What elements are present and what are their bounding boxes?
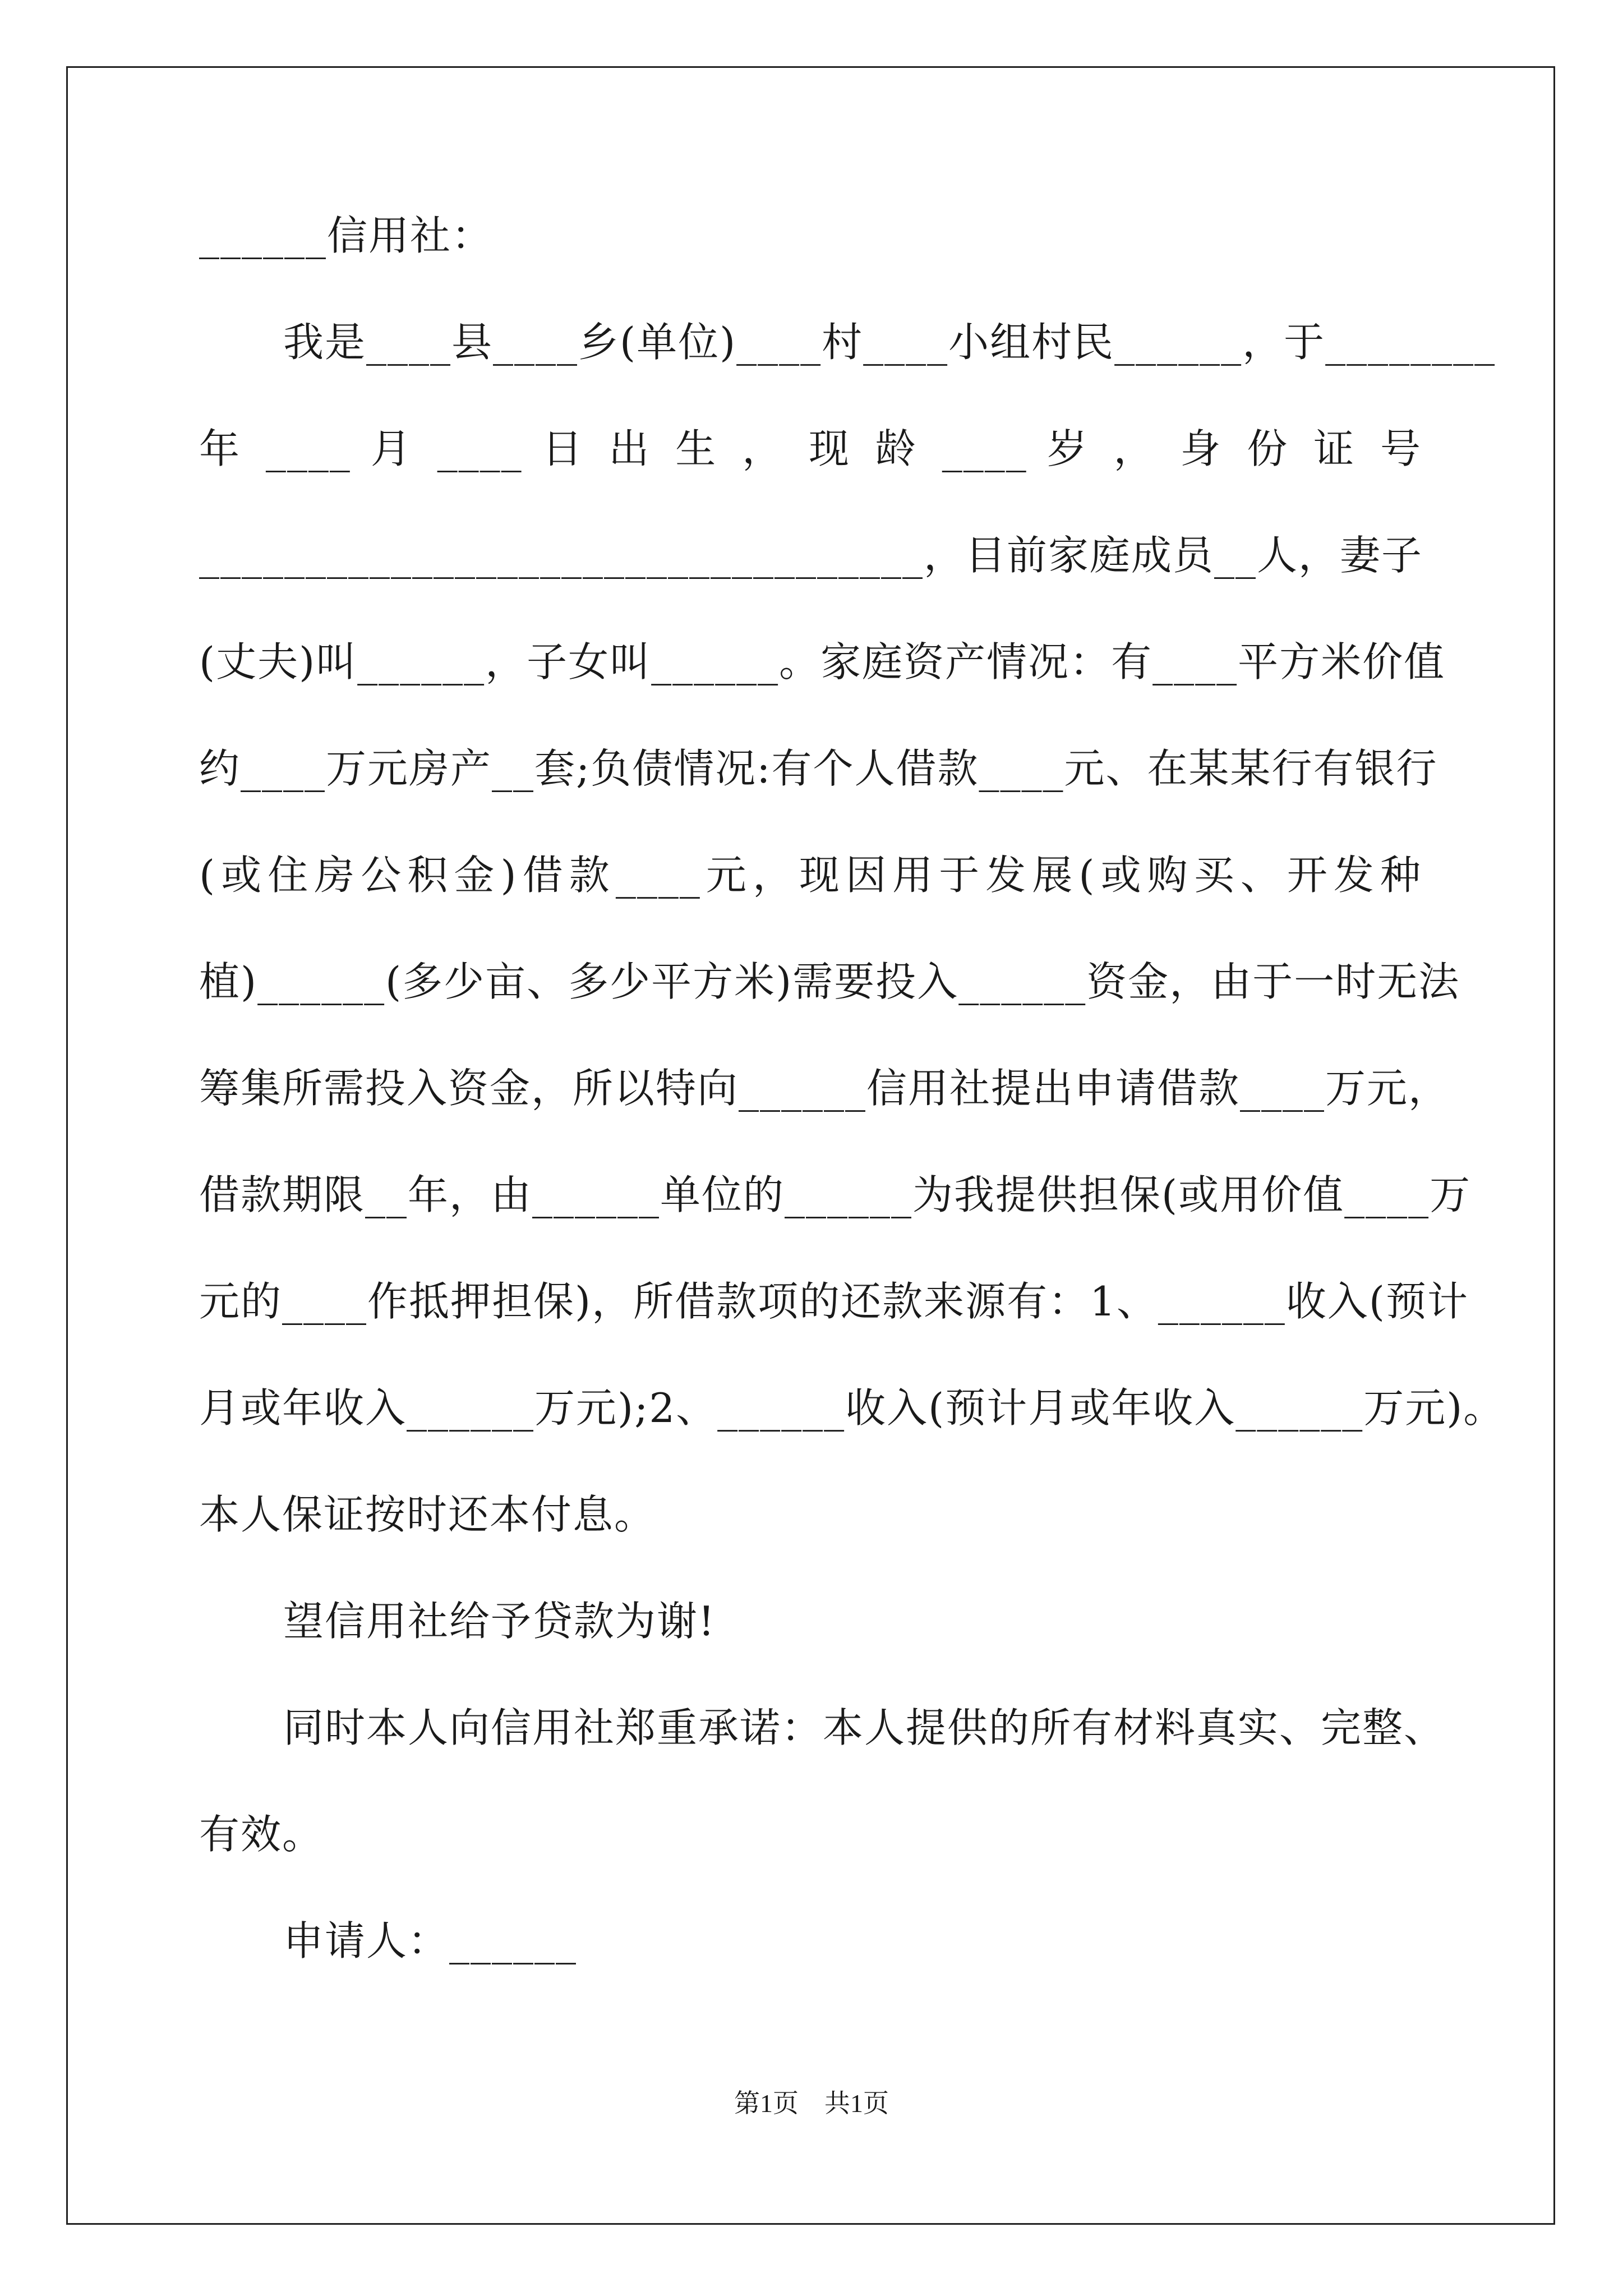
body-line-12: 本人保证按时还本付息。 <box>199 1491 656 1538</box>
body-line-6: (或住房公积金)借款____元，现因用于发展(或购买、开发种 <box>199 852 1422 899</box>
body-line-8: 筹集所需投入资金，所以特向______信用社提出申请借款____万元， <box>199 1065 1450 1112</box>
body-line-3: __________________________________，目前家庭成员__人，妻子 <box>199 532 1423 579</box>
salutation-line: ______信用社： <box>199 212 494 259</box>
body-line-5: 约____万元房产__套;负债情况:有个人借款____元、在某某行有银行 <box>199 745 1438 792</box>
page-frame <box>66 66 1555 2225</box>
body-line-9: 借款期限__年，由______单位的______为我提供担保(或用价值____万 <box>199 1171 1472 1218</box>
commitment-line-1: 同时本人向信用社郑重承诺：本人提供的所有材料真实、完整、 <box>283 1704 1446 1751</box>
body-line-1: 我是____县____乡(单位)____村____小组村民______，于________ <box>283 319 1496 366</box>
body-line-4: (丈夫)叫______，子女叫______。家庭资产情况：有____平方米价值 <box>199 638 1446 685</box>
applicant-signature-line: 申请人：______ <box>283 1917 578 1964</box>
body-line-11: 月或年收入______万元);2、______收入(预计月或年收入______万元)。 <box>199 1384 1505 1432</box>
body-line-7: 植)______(多少亩、多少平方米)需要投入______资金，由于一时无法 <box>199 958 1460 1005</box>
body-line-2: 年 ____ 月 ____ 日 出 生 ， 现 龄 ____ 岁 ， 身 份 证 号 <box>199 425 1422 472</box>
page-footer: 第1页 共1页 <box>734 2089 889 2118</box>
commitment-line-2: 有效。 <box>199 1811 324 1858</box>
closing-line: 望信用社给予贷款为谢! <box>283 1598 716 1645</box>
body-line-10: 元的____作抵押担保)，所借款项的还款来源有：1、______收入(预计 <box>199 1278 1469 1325</box>
